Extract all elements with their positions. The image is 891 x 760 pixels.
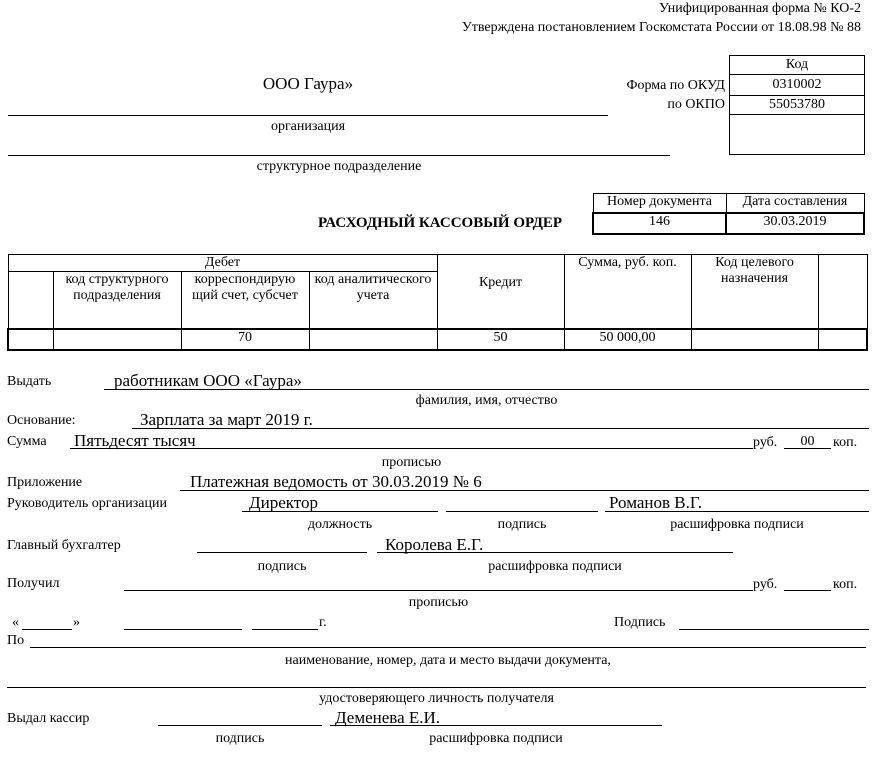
analytic-code-header: код аналитического учета bbox=[309, 272, 437, 330]
received-in-words-caption: прописью bbox=[408, 595, 469, 610]
document-date: 30.03.2019 bbox=[726, 213, 864, 234]
row-corr-account: 70 bbox=[181, 329, 309, 350]
organization-name: ООО Гаура» bbox=[262, 74, 354, 93]
cashier-signature-caption: подпись bbox=[215, 731, 265, 746]
okpo-label: по ОКПО bbox=[667, 97, 725, 112]
row-credit: 50 bbox=[437, 329, 564, 350]
head-position: Директор bbox=[249, 493, 318, 512]
codes-header: Код bbox=[785, 57, 809, 72]
row-struct-code bbox=[53, 329, 181, 350]
signature-label: Подпись bbox=[614, 615, 666, 630]
okpo-value: 55053780 bbox=[769, 97, 825, 112]
year-suffix: г. bbox=[319, 615, 327, 630]
organization-caption: организация bbox=[270, 119, 346, 134]
division-caption: структурное подразделение bbox=[256, 159, 422, 174]
received-kop: коп. bbox=[833, 577, 858, 592]
sum-kop: коп. bbox=[833, 435, 858, 450]
sum-kop-value: 00 bbox=[800, 434, 815, 449]
corr-account-header: корреспондирую щий счет, субсчет bbox=[181, 272, 309, 330]
basis-label: Основание: bbox=[7, 413, 76, 428]
head-signature-caption: подпись bbox=[497, 517, 547, 532]
basis-value: Зарплата за март 2019 г. bbox=[140, 410, 313, 429]
sum-rub: руб. bbox=[753, 435, 778, 450]
document-title: РАСХОДНЫЙ КАССОВЫЙ ОРДЕР bbox=[318, 215, 563, 231]
purpose-code-header: Код целевого назначения bbox=[691, 255, 818, 330]
head-position-caption: должность bbox=[307, 517, 373, 532]
okud-value: 0310002 bbox=[772, 77, 822, 92]
attachment-label: Приложение bbox=[7, 475, 83, 490]
form-name: Унифицированная форма № КО-2 bbox=[659, 1, 861, 16]
row-purpose-code bbox=[691, 329, 818, 350]
received-label: Получил bbox=[7, 576, 60, 591]
row-sum: 50 000,00 bbox=[564, 329, 691, 350]
issue-label: Выдать bbox=[7, 374, 52, 389]
row-analytic-code bbox=[309, 329, 437, 350]
sum-in-words-caption: прописью bbox=[381, 455, 442, 470]
document-number-table bbox=[592, 193, 865, 235]
attachment-value: Платежная ведомость от 30.03.2019 № 6 bbox=[190, 472, 482, 491]
accounting-table bbox=[7, 254, 868, 351]
date-close-quote: » bbox=[73, 615, 80, 630]
number-header: Номер документа bbox=[593, 194, 726, 214]
identity-caption: удостоверяющего личность получателя bbox=[319, 691, 554, 706]
issue-value: работникам ООО «Гаура» bbox=[114, 371, 302, 390]
accountant-signature-caption: подпись bbox=[257, 559, 307, 574]
approval-text: Утверждена постановлением Госкомстата России от 18.08.98 № 88 bbox=[461, 20, 861, 35]
sum-header: Сумма, руб. коп. bbox=[564, 255, 691, 330]
document-caption: наименование, номер, дата и место выдачи документа, bbox=[285, 653, 611, 668]
head-name: Романов В.Г. bbox=[609, 493, 703, 512]
okud-label: Форма по ОКУД bbox=[626, 78, 725, 93]
debet-header: Дебет bbox=[8, 255, 437, 272]
by-label: По bbox=[7, 633, 25, 648]
cashier-name: Деменева Е.И. bbox=[335, 708, 441, 727]
credit-header: Кредит bbox=[437, 255, 564, 330]
issue-caption: фамилия, имя, отчество bbox=[415, 393, 558, 408]
head-decode-caption: расшифровка подписи bbox=[670, 517, 804, 532]
struct-code-header: код структурного подразделения bbox=[53, 272, 181, 330]
head-label: Руководитель организации bbox=[7, 496, 167, 511]
accountant-decode-caption: расшифровка подписи bbox=[488, 559, 622, 574]
document-number: 146 bbox=[593, 213, 726, 234]
date-open-quote: « bbox=[12, 615, 19, 630]
accountant-name: Королева Е.Г. bbox=[385, 535, 484, 554]
date-header: Дата составления bbox=[726, 194, 864, 214]
sum-label: Сумма bbox=[7, 434, 47, 449]
cashier-label: Выдал кассир bbox=[7, 711, 90, 726]
sum-value: Пятьдесят тысяч bbox=[74, 431, 196, 450]
cashier-decode-caption: расшифровка подписи bbox=[429, 731, 563, 746]
accountant-label: Главный бухгалтер bbox=[7, 538, 121, 553]
received-rub: руб. bbox=[753, 577, 778, 592]
